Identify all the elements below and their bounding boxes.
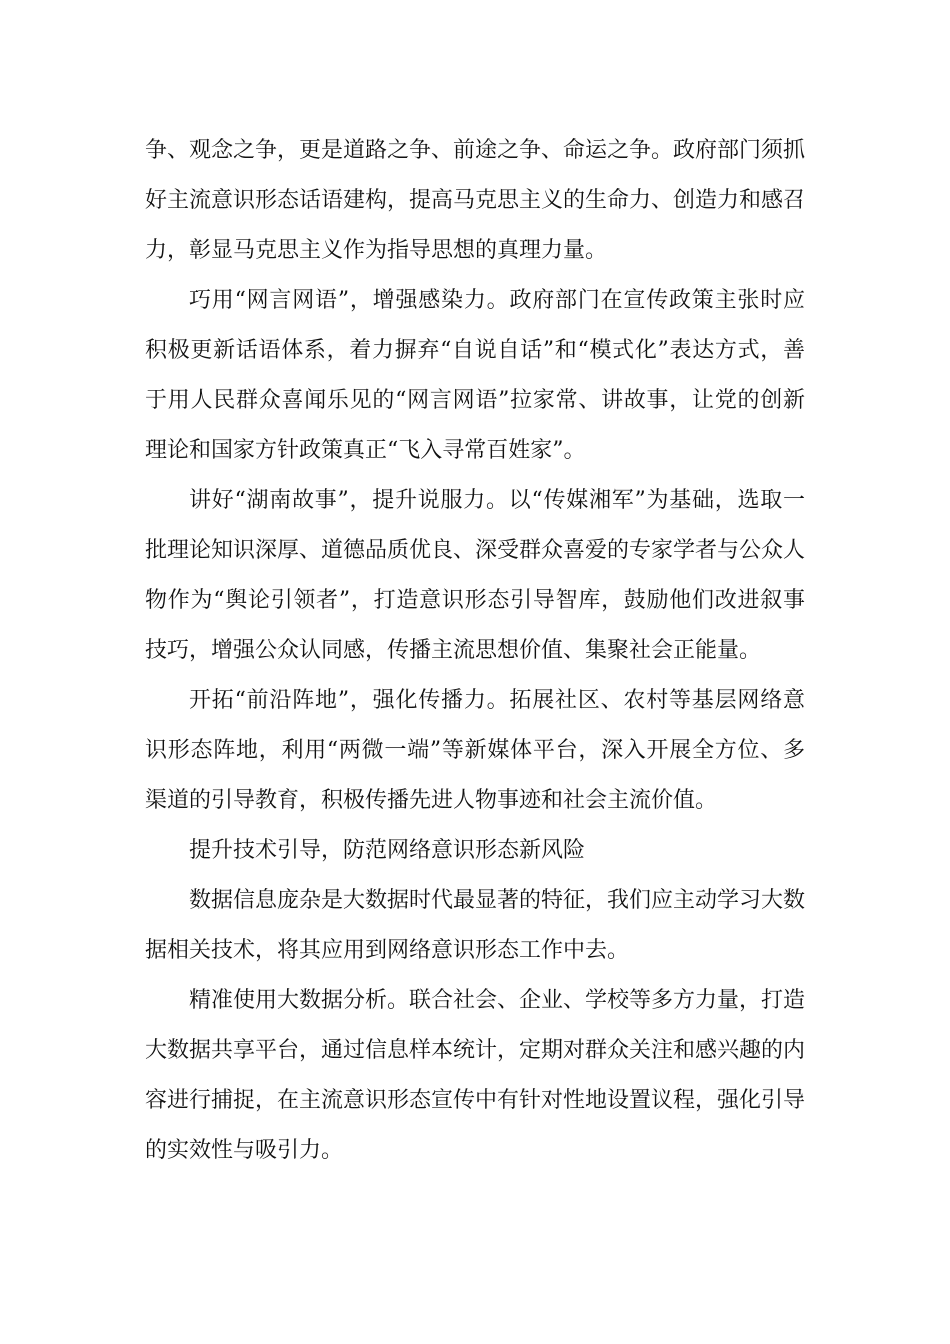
document-page [145, 126, 805, 1176]
paragraph-big-data-analysis: 精准使用大数据分析。联合社会、企业、学校等多方力量，打造大数据共享平台，通过信息样本统计，定期对群众关注和感兴趣的内容进行捕捉，在主流意识形态宣传中有针对性地设置议程，强化引导的实效性与吸引力。 [145, 988, 806, 1163]
section-heading: 提升技术引导，防范网络意识形态新风险 [189, 838, 586, 863]
paragraph-big-data-intro: 数据信息庞杂是大数据时代最显著的特征，我们应主动学习大数据相关技术，将其应用到网络意识形态工作中去。 [145, 888, 806, 963]
paragraph-network-language: 巧用“网言网语”，增强感染力。政府部门在宣传政策主张时应积极更新话语体系，着力摒弃“自说自话”和“模式化”表达方式，善于用人民群众喜闻乐见的“网言网语”拉家常、讲故事，让党的创新理论和国家方针政策真正“飞入寻常百姓家”。 [145, 288, 805, 463]
paragraph-continuation: 争、观念之争，更是道路之争、前途之争、命运之争。政府部门须抓好主流意识形态话语建构，提高马克思主义的生命力、创造力和感召力，彰显马克思主义作为指导思想的真理力量。 [145, 138, 806, 263]
paragraph-hunan-stories: 讲好“湖南故事”，提升说服力。以“传媒湘军”为基础，选取一批理论知识深厚、道德品质优良、深受群众喜爱的专家学者与公众人物作为“舆论引领者”，打造意识形态引导智库，鼓励他们改进叙事技巧，增强公众认同感，传播主流思想价值、集聚社会正能量。 [145, 488, 806, 663]
paragraph-frontline-positions: 开拓“前沿阵地”，强化传播力。拓展社区、农村等基层网络意识形态阵地，利用“两微一端”等新媒体平台，深入开展全方位、多渠道的引导教育，积极传播先进人物事迹和社会主流价值。 [145, 688, 805, 813]
